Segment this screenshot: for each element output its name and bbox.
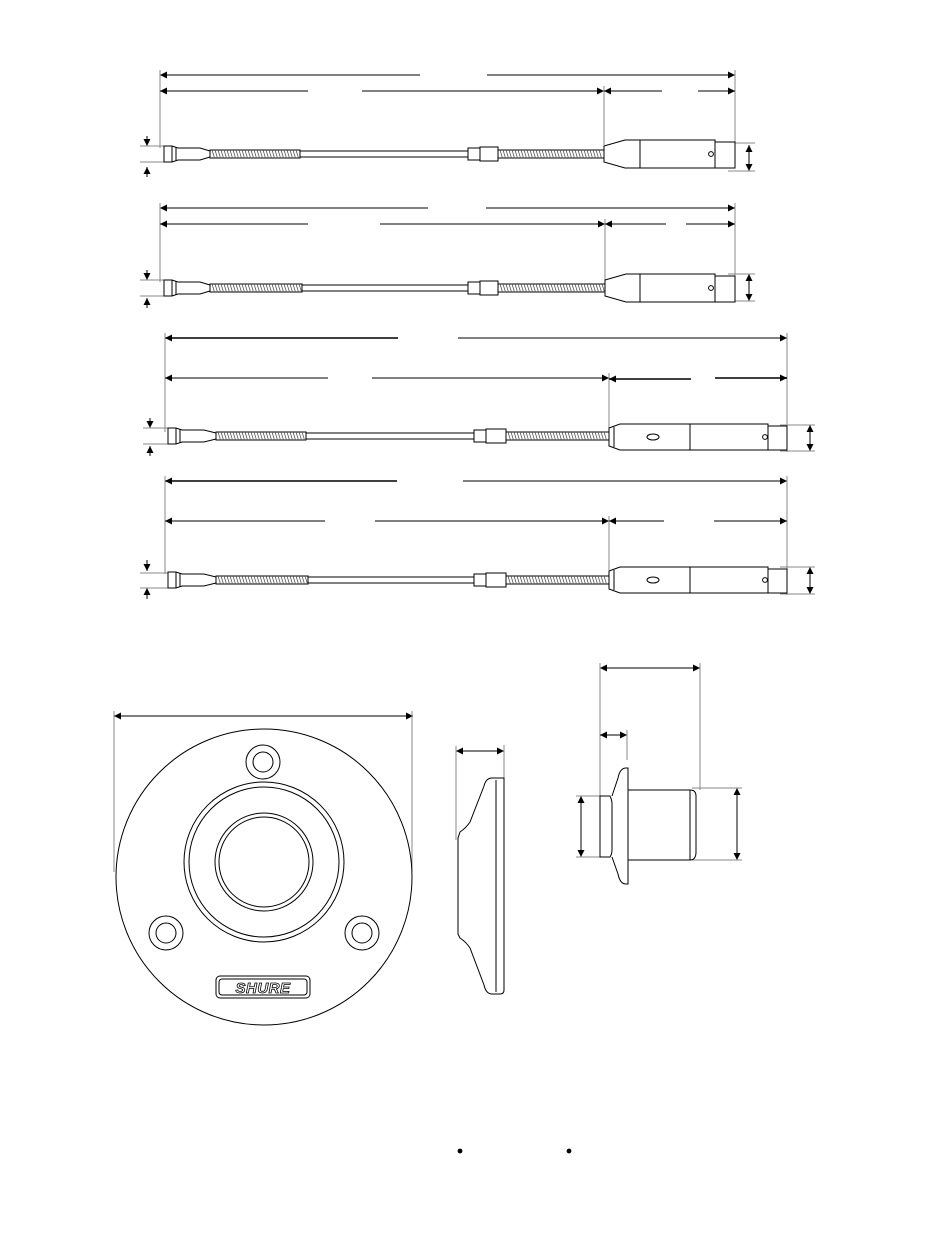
- shure-logo: [216, 976, 310, 998]
- gooseneck-4-neck-dimension: [165, 516, 609, 570]
- gooseneck-1-tip-diameter: [140, 136, 166, 177]
- gooseneck-2-neck-dimension: [160, 219, 605, 280]
- gooseneck-1-neck-dimension: [160, 86, 604, 145]
- gooseneck-2-tip-diameter: [140, 270, 166, 308]
- gooseneck-3-base-dimension: [609, 378, 787, 379]
- connector-side-view: [576, 663, 742, 884]
- gooseneck-2-view: [140, 203, 755, 308]
- connector-length-dimension: [600, 663, 700, 800]
- mounting-hole-top: [246, 745, 280, 779]
- connector-small-diameter: [576, 796, 610, 857]
- connector-flange-dimension: [600, 730, 627, 760]
- connector-large-diameter: [692, 788, 742, 860]
- flange-thickness-dimension: [456, 745, 504, 840]
- flange-diameter-dimension: [114, 711, 413, 872]
- footnote-bullet-2: [567, 1149, 572, 1154]
- gooseneck-4-view: [140, 476, 815, 599]
- shure-logo-text: SHURE: [235, 980, 291, 997]
- flange-side-view: [456, 745, 504, 994]
- mounting-hole-right: [345, 916, 379, 950]
- gooseneck-1-view: [140, 70, 755, 177]
- gooseneck-3-neck-dimension: [165, 373, 609, 428]
- mounting-hole-left: [149, 916, 183, 950]
- flange-front-view: [114, 711, 413, 1025]
- gooseneck-3-body: [168, 424, 787, 450]
- footnote-bullet-1: [458, 1149, 463, 1154]
- gooseneck-3-tip-diameter: [143, 418, 170, 456]
